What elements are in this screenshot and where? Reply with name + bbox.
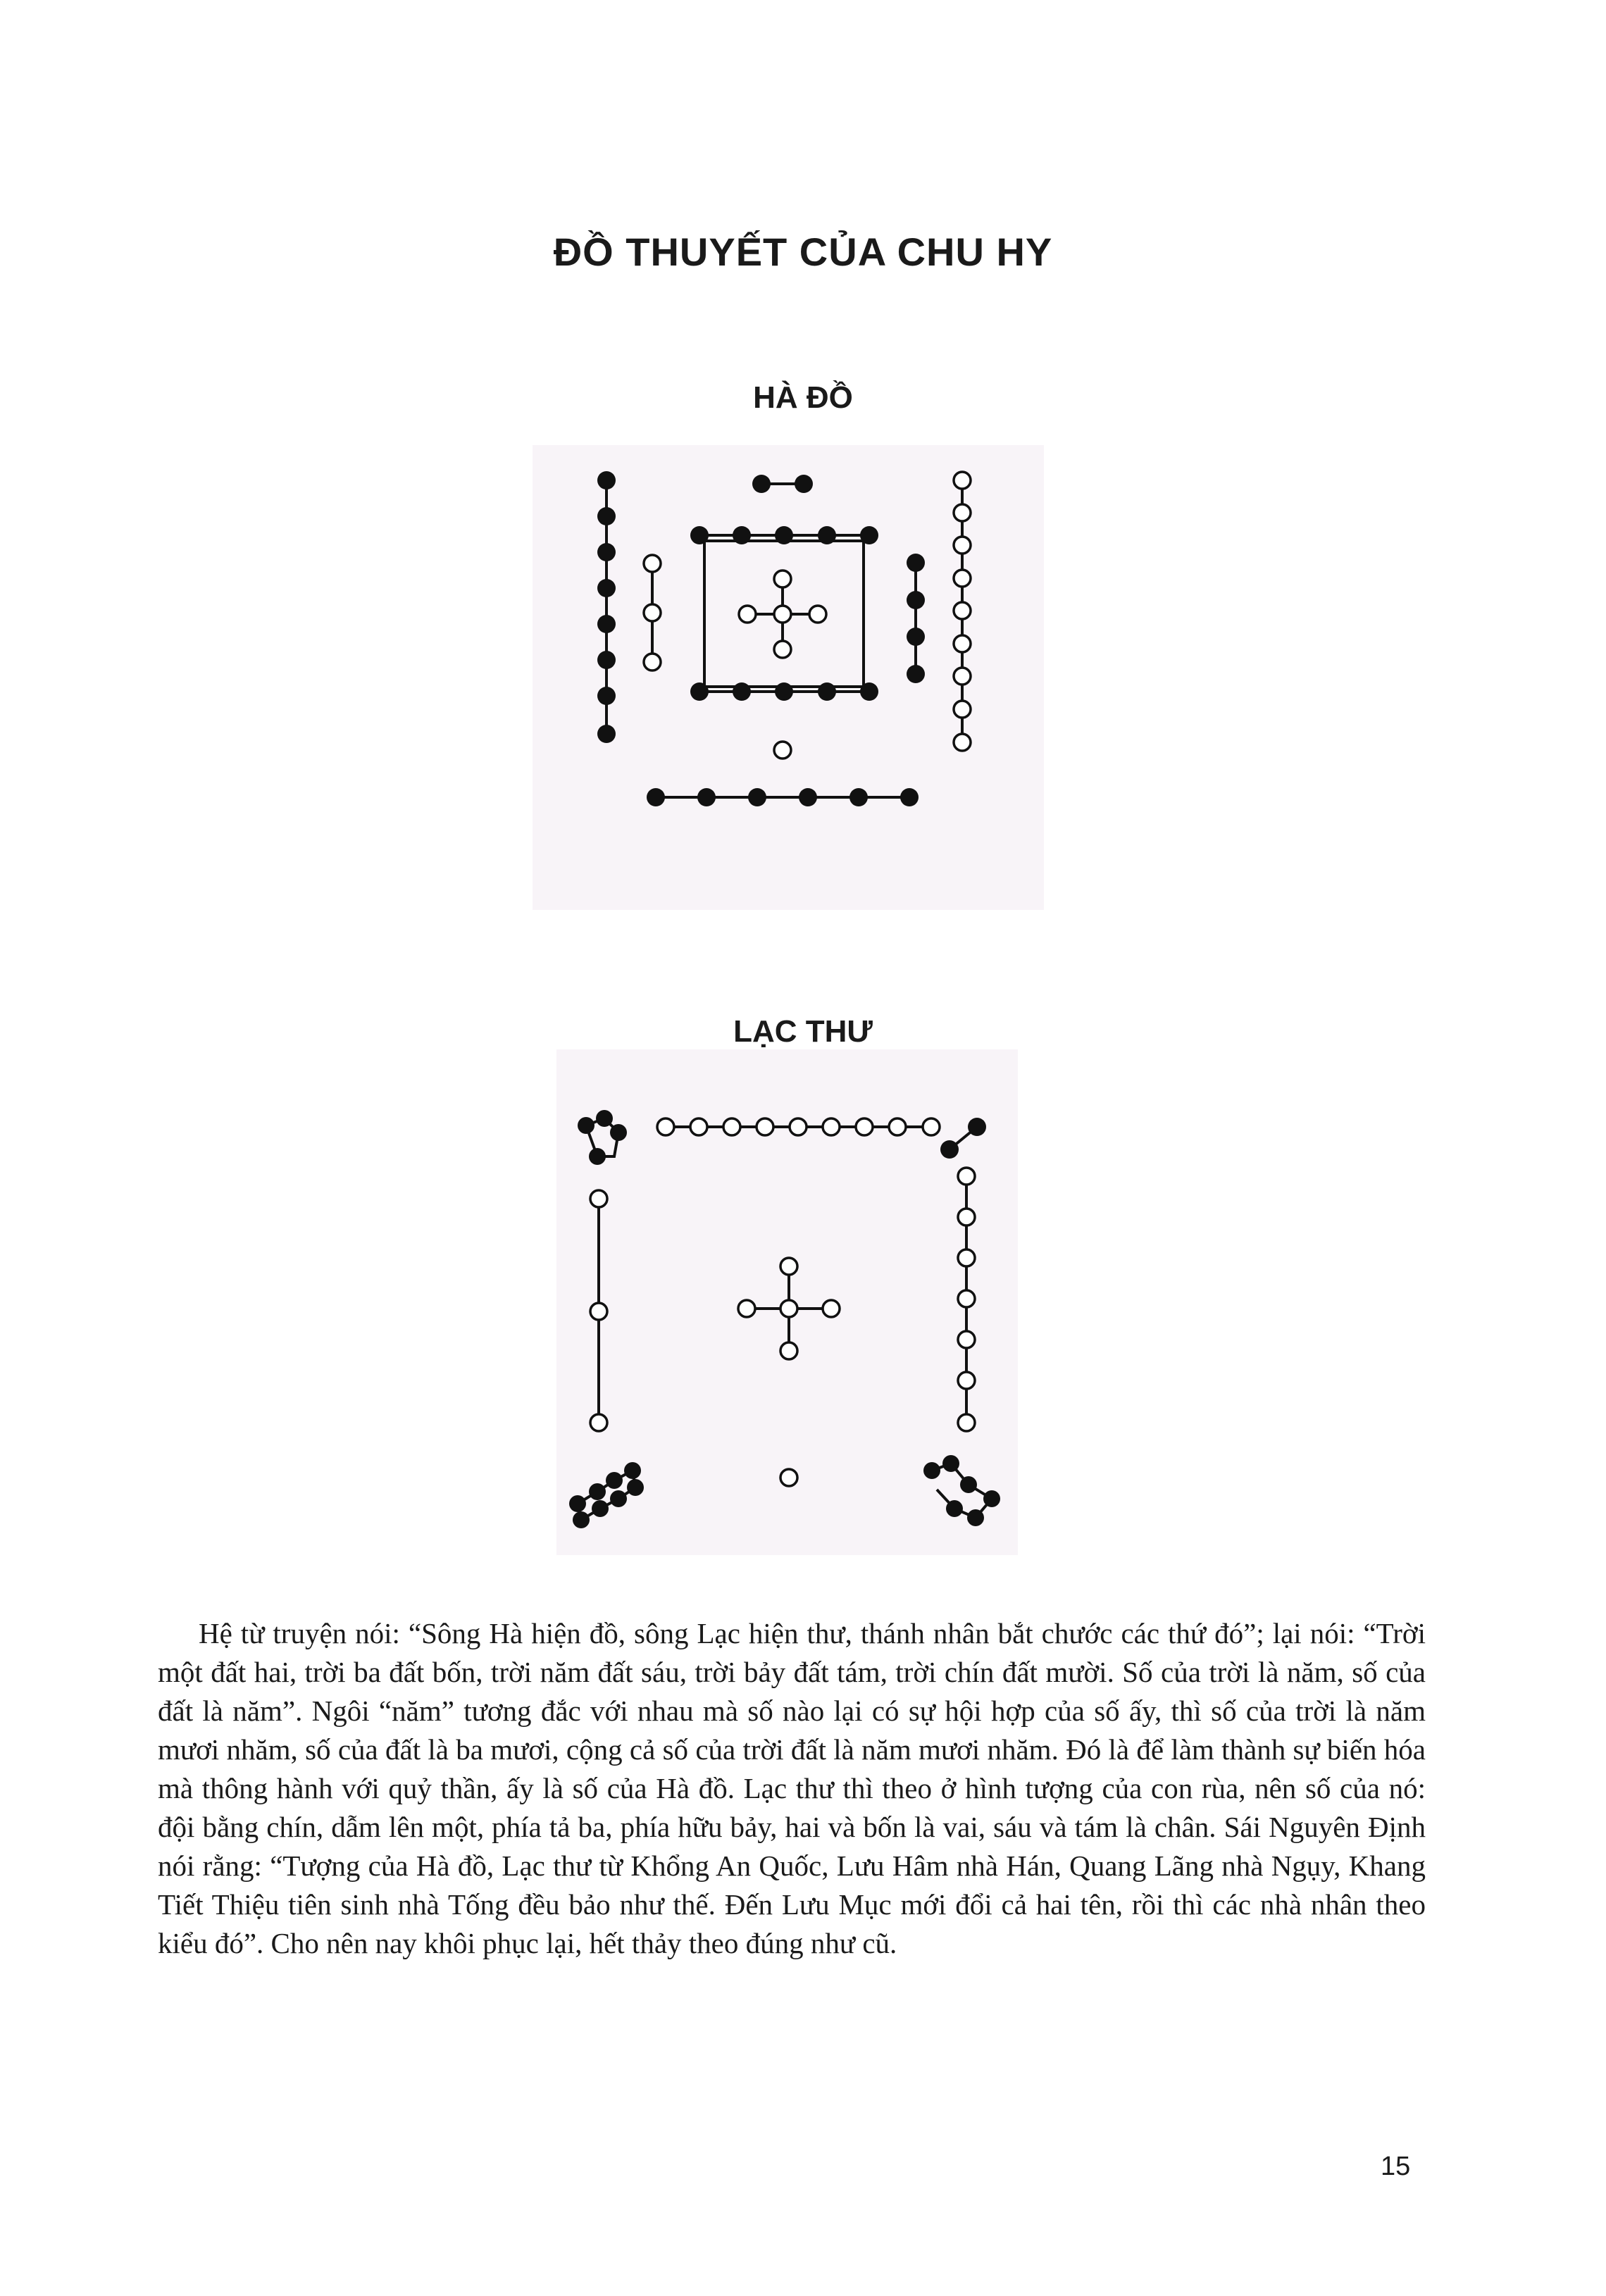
- ha-do-label: HÀ ĐỒ: [753, 380, 853, 415]
- ha-do-diagram: [533, 445, 1044, 910]
- lac-thu-figure: [556, 1049, 1018, 1555]
- lac-thu-label: LẠC THƯ: [733, 1014, 873, 1049]
- page-title: ĐỒ THUYẾT CỦA CHU HY: [553, 230, 1053, 274]
- body-paragraph: Hệ từ truyện nói: “Sông Hà hiện đồ, sông Lạc hiện thư, thánh nhân bắt chước các thứ đó”; lại nói: “Trời một đất hai, trời ba đất bốn, trời năm đất sáu, trời bảy đất tám, trời chín đất mười. Số của trời là năm, số của đất là năm”. Ngôi “năm” tương đắc với nhau mà số nào lại có sự hội hợp của số ấy, thì số của trời là năm mươi nhăm, số của đất là ba mươi, cộng cả số của trời đất là năm mươi nhăm. Đó là để làm thành sự biến hóa mà thông hành với quỷ thần, ấy là số của Hà đồ. Lạc thư thì theo ở hình tượng của con rùa, nên số của nó: đội bằng chín, dẫm lên một, phía tả ba, phía hữu bảy, hai và bốn là vai, sáu và tám là chân. Sái Nguyên Định nói rằng: “Tượng của Hà đồ, Lạc thư từ Khổng An Quốc, Lưu Hâm nhà Hán, Quang Lãng nhà Ngụy, Khang Tiết Thiệu tiên sinh nhà Tống đều bảo như thế. Đến Lưu Mục mới đổi cả hai tên, rồi thì các nhà nhân theo kiểu đó”. Cho nên nay khôi phục lại, hết thảy theo đúng như cũ.: [158, 1617, 1426, 1959]
- lac-thu-diagram: [556, 1049, 1018, 1555]
- ha-do-figure: [533, 445, 1044, 910]
- page-number: 15: [1381, 2152, 1411, 2181]
